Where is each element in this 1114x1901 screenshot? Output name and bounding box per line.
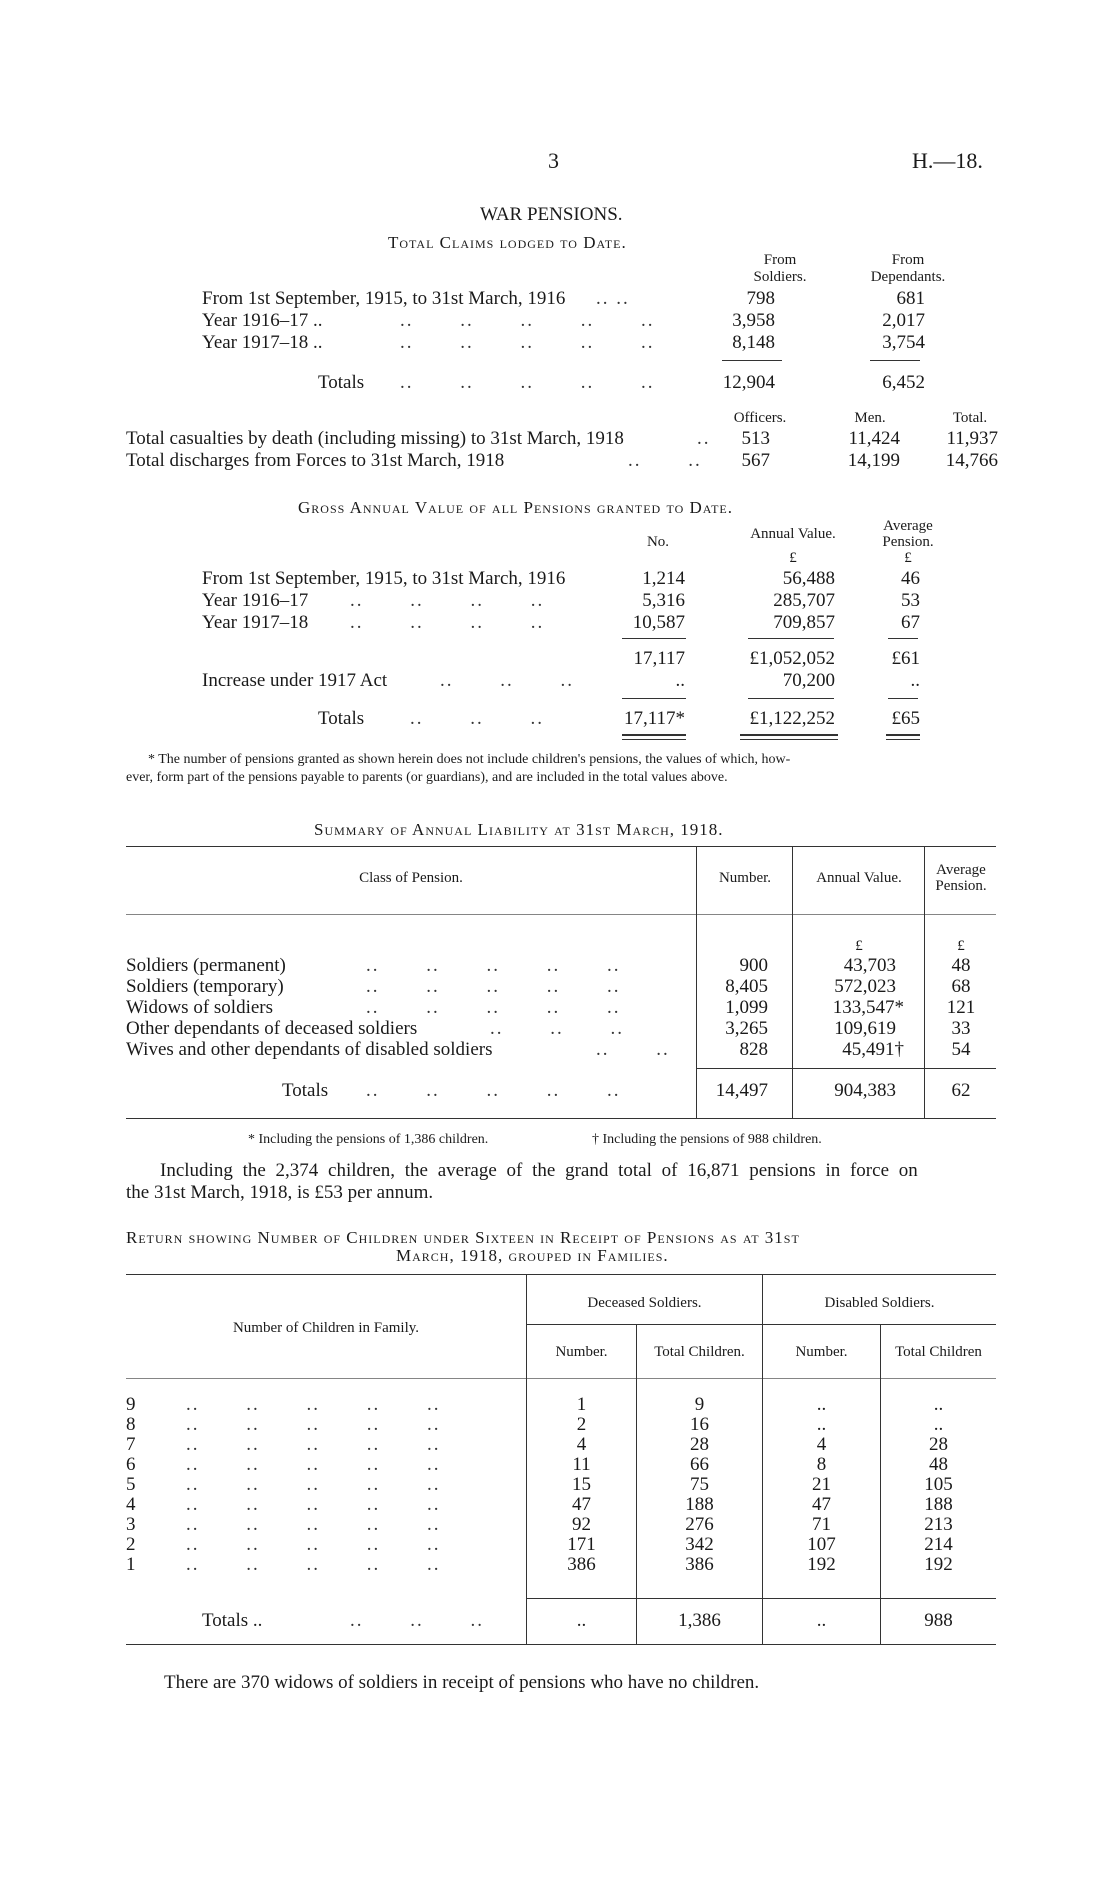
children-totals-disabled-number: .. <box>816 1610 827 1631</box>
children-row-family-size: 5 <box>126 1474 136 1495</box>
gross-row-value: 709,857 <box>773 612 835 633</box>
children-row-family-size: 6 <box>126 1454 136 1475</box>
children-row-deceased-total: 16 <box>690 1414 709 1435</box>
summary-row-label: Soldiers (permanent) <box>126 955 286 976</box>
children-totals-disabled-total: 988 <box>924 1610 953 1631</box>
children-row-deceased-number: 4 <box>576 1434 587 1455</box>
average-paragraph-line1: Including the 2,374 children, the average of the grand total of 16,871 pensions in force on <box>160 1160 918 1181</box>
casualties-col-men: Men. <box>854 410 886 426</box>
children-row-disabled-total: .. <box>933 1414 944 1435</box>
gross-footnote-line2: ever, form part of the pensions payable to parents (or guardians), and are included in the total values above. <box>126 770 728 785</box>
children-row-family-size: 8 <box>126 1414 136 1435</box>
gross-unit-avg: £ <box>904 550 912 566</box>
summary-row-value: 45,491† <box>842 1039 904 1060</box>
children-row-deceased-number: 92 <box>572 1514 591 1535</box>
claims-col-soldiers-2: Soldiers. <box>753 269 807 285</box>
summary-row-avg: 121 <box>946 997 976 1018</box>
summary-row-avg: 33 <box>951 1018 971 1039</box>
children-row-disabled-number: 4 <box>816 1434 827 1455</box>
children-row-deceased-total: 28 <box>690 1434 709 1455</box>
children-row-disabled-total: 214 <box>924 1534 953 1555</box>
claims-row-label: Year 1917–18 .. <box>202 332 323 353</box>
children-col-disabled-total: Total Children <box>895 1344 982 1360</box>
children-totals-deceased-number: .. <box>576 1610 587 1631</box>
claims-col-soldiers-1: From <box>763 252 797 268</box>
summary-row-value: 109,619 <box>834 1018 896 1039</box>
children-col-family: Number of Children in Family. <box>232 1320 420 1336</box>
children-row-deceased-number: 1 <box>576 1394 587 1415</box>
gross-row-avg: 67 <box>901 612 920 633</box>
children-row-deceased-total: 188 <box>685 1494 714 1515</box>
summary-col-value: Annual Value. <box>816 870 902 886</box>
gross-increase-no: .. <box>675 670 685 691</box>
claims-col-dependants-2: Dependants. <box>870 269 946 285</box>
children-totals-label: Totals .. <box>202 1610 263 1631</box>
claims-row-label: Year 1916–17 .. <box>202 310 323 331</box>
claims-row-dependants: 3,754 <box>882 332 925 353</box>
children-row-disabled-total: 213 <box>924 1514 953 1535</box>
claims-row-soldiers: 798 <box>746 288 775 309</box>
children-row-deceased-total: 9 <box>694 1394 705 1415</box>
children-row-family-size: 3 <box>126 1514 136 1535</box>
gross-row-avg: 53 <box>901 590 920 611</box>
gross-totals-avg: £65 <box>891 708 920 729</box>
children-col-deceased-number: Number. <box>555 1344 608 1360</box>
gross-row-no: 10,587 <box>632 612 685 633</box>
gross-col-avg-1: Average <box>883 518 933 534</box>
children-col-disabled-number: Number. <box>795 1344 848 1360</box>
children-row-disabled-total: 28 <box>929 1434 948 1455</box>
summary-col-class: Class of Pension. <box>359 870 463 886</box>
casualties-row-men: 14,199 <box>847 450 900 471</box>
summary-row-label: Other dependants of deceased soldiers <box>126 1018 418 1039</box>
gross-subtotal-no: 17,117 <box>633 648 685 669</box>
summary-row-value: 572,023 <box>834 976 896 997</box>
children-group-deceased: Deceased Soldiers. <box>587 1295 702 1311</box>
claims-row-soldiers: 3,958 <box>732 310 775 331</box>
children-row-family-size: 2 <box>126 1534 136 1555</box>
summary-footnote-b: † Including the pensions of 988 children. <box>592 1132 822 1147</box>
claims-total-soldiers: 12,904 <box>722 372 775 393</box>
gross-row-label: Year 1916–17 <box>202 590 309 611</box>
children-col-deceased-total: Total Children. <box>654 1344 745 1360</box>
page-title: WAR PENSIONS. <box>480 204 623 225</box>
children-row-disabled-number: 47 <box>812 1494 831 1515</box>
children-row-disabled-number: 8 <box>816 1454 827 1475</box>
children-row-disabled-total: 105 <box>924 1474 953 1495</box>
average-paragraph-line2: the 31st March, 1918, is £53 per annum. <box>126 1182 434 1203</box>
casualties-row-men: 11,424 <box>848 428 900 449</box>
gross-heading: Gross Annual Value of all Pensions granted to Date. <box>298 498 734 517</box>
summary-row-label: Wives and other dependants of disabled soldiers <box>126 1039 493 1060</box>
children-heading-line1: Return showing Number of Children under Sixteen in Receipt of Pensions as at 31st <box>126 1228 800 1247</box>
casualties-row-officers: 567 <box>741 450 770 471</box>
children-row-deceased-number: 47 <box>572 1494 591 1515</box>
children-row-deceased-number: 386 <box>567 1554 596 1575</box>
children-row-deceased-number: 171 <box>567 1534 596 1555</box>
summary-row-number: 828 <box>739 1039 768 1060</box>
summary-row-number: 1,099 <box>725 997 768 1018</box>
summary-row-label: Widows of soldiers <box>126 997 273 1018</box>
children-row-disabled-number: .. <box>816 1414 827 1435</box>
gross-increase-avg: .. <box>910 670 920 691</box>
gross-totals-no: 17,117* <box>623 708 685 729</box>
claims-row-dependants: 681 <box>896 288 925 309</box>
children-row-deceased-total: 342 <box>685 1534 714 1555</box>
gross-row-label: Year 1917–18 <box>202 612 309 633</box>
children-row-disabled-number: 21 <box>812 1474 831 1495</box>
children-row-deceased-total: 75 <box>690 1474 709 1495</box>
summary-row-avg: 68 <box>951 976 971 997</box>
summary-row-avg: 48 <box>951 955 971 976</box>
gross-totals-value: £1,122,252 <box>749 708 835 729</box>
children-row-deceased-total: 386 <box>685 1554 714 1575</box>
summary-row-value: 43,703 <box>843 955 896 976</box>
children-row-deceased-total: 66 <box>690 1454 709 1475</box>
summary-row-value: 133,547* <box>832 997 904 1018</box>
gross-increase-value: 70,200 <box>782 670 835 691</box>
children-group-disabled: Disabled Soldiers. <box>824 1295 935 1311</box>
casualties-col-total: Total. <box>952 410 988 426</box>
children-totals-deceased-total: 1,386 <box>678 1610 721 1631</box>
summary-totals-avg: 62 <box>951 1080 971 1101</box>
summary-row-label: Soldiers (temporary) <box>126 976 284 997</box>
gross-col-avg-2: Pension. <box>882 534 934 550</box>
claims-total-dependants: 6,452 <box>882 372 925 393</box>
gross-col-value: Annual Value. <box>750 526 836 542</box>
claims-totals-label: Totals <box>318 372 365 393</box>
children-row-deceased-total: 276 <box>685 1514 714 1535</box>
summary-col-number: Number. <box>718 870 772 886</box>
children-row-disabled-total: 48 <box>929 1454 948 1475</box>
gross-row-no: 5,316 <box>642 590 685 611</box>
children-heading-line2: March, 1918, grouped in Families. <box>396 1246 669 1265</box>
children-row-family-size: 9 <box>126 1394 136 1415</box>
gross-col-no: No. <box>646 534 670 550</box>
summary-row-number: 3,265 <box>725 1018 768 1039</box>
gross-subtotal-avg: £61 <box>891 648 920 669</box>
children-row-disabled-number: 192 <box>807 1554 836 1575</box>
gross-row-no: 1,214 <box>642 568 685 589</box>
gross-row-value: 285,707 <box>773 590 835 611</box>
gross-row-avg: 46 <box>901 568 920 589</box>
casualties-row-officers: 513 <box>741 428 770 449</box>
widows-note: There are 370 widows of soldiers in receipt of pensions who have no children. <box>164 1672 760 1693</box>
summary-col-avg-1: Average <box>936 862 986 878</box>
claims-row-dependants: 2,017 <box>882 310 925 331</box>
children-row-deceased-number: 2 <box>576 1414 587 1435</box>
children-row-disabled-number: 107 <box>807 1534 836 1555</box>
claims-row-label: From 1st September, 1915, to 31st March, 1916 <box>202 288 566 309</box>
children-row-deceased-number: 11 <box>572 1454 591 1475</box>
summary-row-avg: 54 <box>951 1039 971 1060</box>
summary-row-number: 900 <box>739 955 768 976</box>
gross-row-label: From 1st September, 1915, to 31st March, 1916 <box>202 568 566 589</box>
gross-footnote-line1: * The number of pensions granted as shown herein does not include children's pensions, the values of which, how- <box>148 752 791 767</box>
gross-totals-label: Totals <box>318 708 365 729</box>
children-row-disabled-total: 192 <box>924 1554 953 1575</box>
claims-col-dependants-1: From <box>891 252 925 268</box>
gross-increase-label: Increase under 1917 Act <box>202 670 388 691</box>
summary-heading: Summary of Annual Liability at 31st March, 1918. <box>314 820 724 839</box>
casualties-row-label: Total discharges from Forces to 31st March, 1918 <box>126 450 505 471</box>
children-row-family-size: 7 <box>126 1434 136 1455</box>
summary-unit-value: £ <box>855 938 863 954</box>
summary-footnote-a: * Including the pensions of 1,386 children. <box>248 1132 489 1147</box>
summary-unit-avg: £ <box>957 938 965 954</box>
casualties-row-label: Total casualties by death (including missing) to 31st March, 1918 <box>126 428 624 449</box>
document-reference: H.—18. <box>912 148 983 173</box>
summary-totals-value: 904,383 <box>834 1080 896 1101</box>
casualties-row-total: 14,766 <box>945 450 998 471</box>
claims-heading: Total Claims lodged to Date. <box>388 233 627 252</box>
children-row-disabled-number: .. <box>816 1394 827 1415</box>
children-row-disabled-total: .. <box>933 1394 944 1415</box>
children-row-deceased-number: 15 <box>572 1474 591 1495</box>
claims-row-soldiers: 8,148 <box>732 332 775 353</box>
summary-totals-number: 14,497 <box>715 1080 768 1101</box>
children-row-family-size: 1 <box>126 1554 136 1575</box>
gross-row-value: 56,488 <box>782 568 835 589</box>
gross-unit-value: £ <box>789 550 797 566</box>
summary-totals-label: Totals <box>282 1080 329 1101</box>
children-row-disabled-number: 71 <box>812 1514 831 1535</box>
page-number: 3 <box>548 148 559 173</box>
summary-col-avg-2: Pension. <box>935 878 987 894</box>
summary-row-number: 8,405 <box>725 976 768 997</box>
casualties-col-officers: Officers. <box>733 410 787 426</box>
children-row-family-size: 4 <box>126 1494 136 1515</box>
casualties-row-total: 11,937 <box>946 428 998 449</box>
children-row-disabled-total: 188 <box>924 1494 953 1515</box>
gross-subtotal-value: £1,052,052 <box>749 648 835 669</box>
